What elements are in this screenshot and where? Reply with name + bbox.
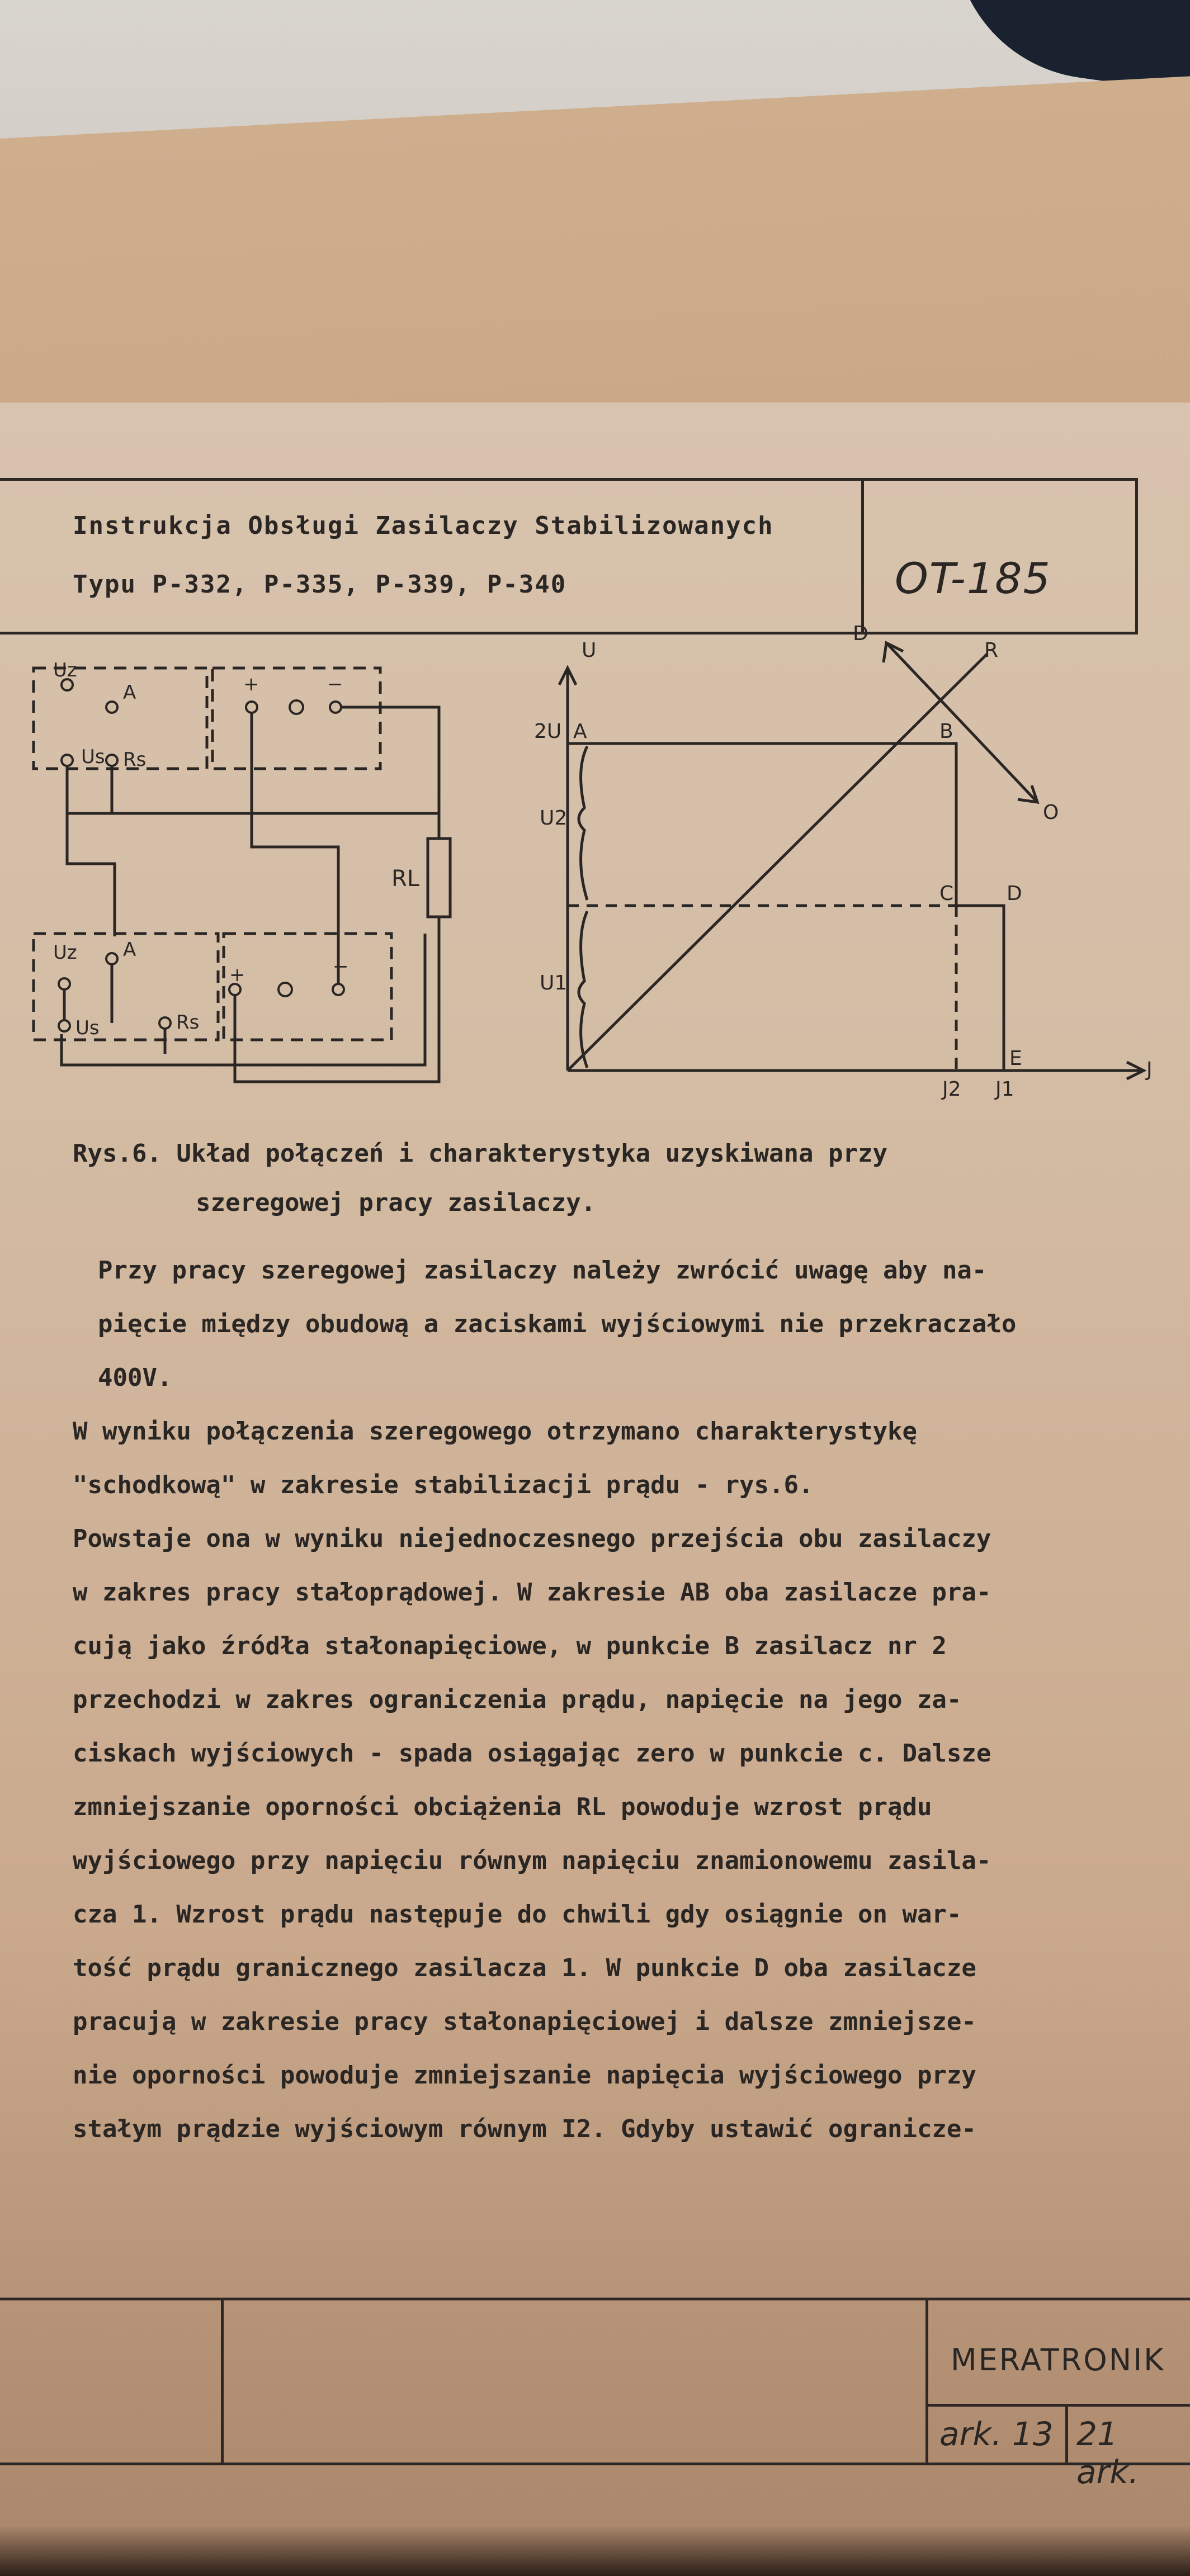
- caption-line: Rys.6. Układ połączeń i charakterystyka uzyskiwana przy: [73, 1139, 887, 1168]
- wire-bottom-loop: [62, 934, 425, 1065]
- supply-box-top-right: [212, 668, 380, 769]
- terminal-label: A: [123, 681, 136, 704]
- body-line: "schodkową" w zakresie stabilizacji prądu - rys.6.: [73, 1471, 814, 1499]
- line-r-label: R: [984, 639, 999, 662]
- body-line: w zakres pracy stałoprądowej. W zakresie AB oba zasilacze pra-: [73, 1578, 991, 1607]
- body-line: cują jako źródła stałonapięciowe, w punkcie B zasilacz nr 2: [73, 1632, 947, 1660]
- header-title: Instrukcja Obsługi Zasilaczy Stabilizowanych: [73, 512, 774, 540]
- terminal-label: +: [229, 964, 245, 986]
- body-line: Powstaje ona w wyniku niejednoczesnego przejścia obu zasilaczy: [73, 1524, 991, 1553]
- characteristic-graph: [559, 643, 1144, 1079]
- footer-divider: [1065, 2404, 1068, 2463]
- terminal-label: Uz: [53, 659, 77, 681]
- level-2u-label: 2U: [534, 720, 562, 743]
- load-line-r: [568, 654, 987, 1071]
- level-u2-label: U2: [540, 807, 568, 830]
- terminals: [59, 679, 344, 1031]
- supply-box-bottom-right: [224, 934, 391, 1040]
- caption-line: szeregowej pracy zasilaczy.: [196, 1188, 596, 1217]
- point-d-label: D: [1007, 882, 1022, 905]
- figure-6: [22, 623, 1174, 1115]
- tick-j2-label: J2: [942, 1078, 961, 1101]
- sheet-total: 21 ark.: [1076, 2415, 1139, 2491]
- graph-labels: [534, 623, 1153, 1101]
- load-resistor: [428, 839, 450, 917]
- terminal-label: +: [243, 673, 259, 695]
- header-divider: [861, 481, 864, 632]
- brace-u2: [579, 746, 587, 900]
- j-axis-label: J: [1146, 1058, 1153, 1081]
- figure-drawing: [22, 623, 1174, 1115]
- header-model-types: Typu P-332, P-335, P-339, P-340: [73, 570, 567, 599]
- body-line: nie oporności powoduje zmniejszanie napięcia wyjściowego przy: [73, 2061, 976, 2090]
- terminal-label: Us: [75, 1017, 100, 1039]
- line-o-label: O: [1043, 801, 1059, 824]
- sheet-number: ark. 13: [939, 2415, 1054, 2453]
- body-line: przechodzi w zakres ograniczenia prądu, napięcie na jego za-: [73, 1685, 962, 1714]
- footer-divider: [925, 2404, 1190, 2407]
- terminal-label: −: [333, 955, 349, 978]
- point-e-label: E: [1009, 1047, 1022, 1070]
- line-d-label: D: [853, 623, 868, 645]
- terminal-label: A: [123, 939, 136, 961]
- point-a-label: A: [573, 720, 587, 743]
- level-u1-label: U1: [540, 972, 568, 995]
- document-footer: [0, 2298, 1190, 2491]
- circuit-labels: [53, 659, 420, 1039]
- brace-u1: [579, 911, 587, 1068]
- footer-divider: [925, 2300, 928, 2463]
- body-line: stałym prądzie wyjściowym równym I2. Gdyby ustawić ogranicze-: [73, 2115, 976, 2143]
- document-code: OT-185: [895, 553, 1051, 603]
- terminal-label: Rs: [176, 1011, 200, 1034]
- page-bottom-shadow: [0, 2526, 1190, 2576]
- body-line: pracują w zakresie pracy stałonapięciowej i dalsze zmniejsze-: [73, 2007, 976, 2036]
- tick-j1-label: J1: [995, 1078, 1014, 1101]
- wire-plus-top: [252, 707, 338, 987]
- load-label: RL: [391, 866, 420, 892]
- point-b-label: B: [939, 720, 953, 743]
- body-line: 400V.: [98, 1363, 172, 1392]
- supply-box-top-left: [34, 668, 207, 769]
- body-line: tość prądu granicznego zasilacza 1. W punkcie D oba zasilacze: [73, 1954, 976, 1982]
- body-line: pięcie między obudową a zaciskami wyjściowymi nie przekraczało: [98, 1310, 1017, 1338]
- body-line: ciskach wyjściowych - spada osiągając zero w punkcie c. Dalsze: [73, 1739, 991, 1768]
- figure-caption: [73, 1129, 887, 1228]
- line-d-o: [886, 643, 1037, 802]
- terminal-label: Rs: [123, 749, 147, 771]
- terminal-label: −: [327, 673, 343, 695]
- body-line: cza 1. Wzrost prądu następuje do chwili gdy osiągnie on war-: [73, 1900, 962, 1929]
- wire-cross: [67, 813, 115, 936]
- document-header: [0, 478, 1138, 634]
- body-line: zmniejszanie oporności obciążenia RL powoduje wzrost prądu: [73, 1793, 932, 1821]
- manufacturer-name: MERATRONIK: [951, 2342, 1165, 2378]
- footer-divider: [221, 2300, 224, 2463]
- body-line: wyjściowego przy napięciu równym napięciu znamionowemu zasila-: [73, 1846, 991, 1875]
- terminal-label: Uz: [53, 941, 77, 964]
- body-paragraphs: [73, 1244, 1169, 2156]
- wire-minus-top: [336, 707, 439, 839]
- point-c-label: C: [939, 882, 954, 905]
- terminal-label: Us: [81, 746, 105, 768]
- body-line: Przy pracy szeregowej zasilaczy należy zwrócić uwagę aby na-: [98, 1256, 987, 1285]
- u-axis-label: U: [582, 639, 597, 662]
- body-line: W wyniku połączenia szeregowego otrzymano charakterystykę: [73, 1417, 917, 1446]
